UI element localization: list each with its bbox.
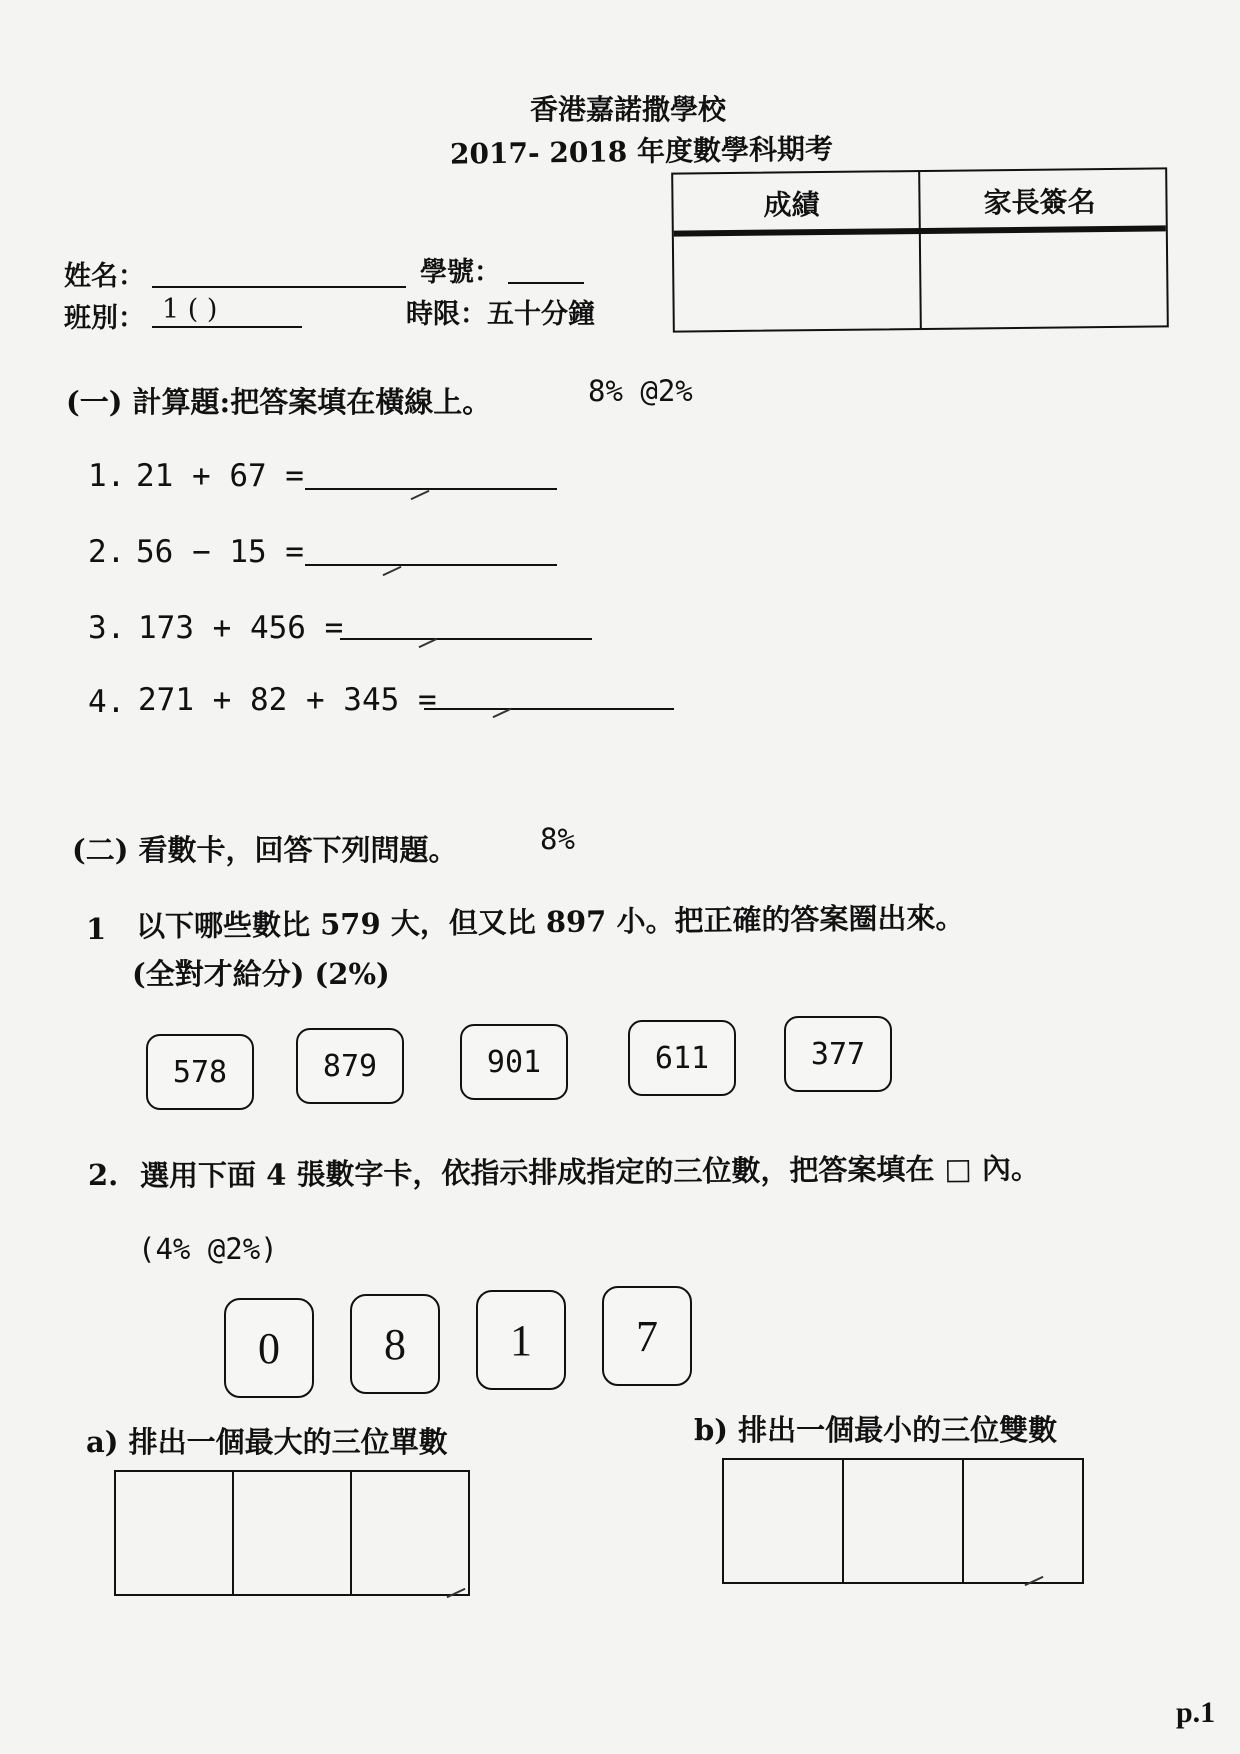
part-a-answer-boxes — [114, 1470, 470, 1596]
part-b-answer-boxes — [722, 1458, 1084, 1584]
section1-title: (一) 計算題:把答案填在橫線上。 — [66, 385, 492, 419]
check-mark — [411, 490, 430, 500]
section2-title: (二) 看數卡，回答下列問題。 — [72, 833, 458, 867]
class-line[interactable] — [152, 326, 302, 328]
q3-answer-line[interactable] — [340, 638, 592, 640]
time-limit: 時限：五十分鐘 — [406, 299, 595, 330]
s2-q1-note: (全對才給分) (2%) — [132, 957, 390, 991]
page-number: p.1 — [1176, 1696, 1216, 1729]
part-a-hundreds-box[interactable] — [116, 1472, 234, 1594]
score-header: 成績 — [763, 188, 820, 222]
q1-expression: 21 + 67 = — [136, 458, 304, 494]
parent-signature-header: 家長簽名 — [983, 185, 1096, 220]
part-a-label: a) 排出一個最大的三位單數 — [86, 1425, 448, 1459]
q4-number: 4. — [88, 684, 126, 720]
number-card-611[interactable]: 611 — [628, 1020, 736, 1096]
q3-expression: 173 + 456 = — [138, 610, 344, 646]
number-card-879[interactable]: 879 — [296, 1028, 404, 1104]
part-b-hundreds-box[interactable] — [724, 1460, 844, 1582]
section2-marks: 8% — [540, 822, 575, 856]
s2-q2-note: (4% @2%) — [138, 1232, 278, 1266]
name-label: 姓名： — [64, 261, 145, 292]
part-a-tens-box[interactable] — [234, 1472, 352, 1594]
s2-q1-text: 以下哪些數比 579 大，但又比 897 小。把正確的答案圈出來。 — [135, 900, 965, 944]
digit-card-7[interactable]: 7 — [602, 1286, 692, 1386]
q2-expression: 56 − 15 = — [136, 534, 304, 570]
school-name: 香港嘉諾撒學校 — [530, 93, 727, 126]
q3-number: 3. — [88, 610, 126, 646]
q4-answer-line[interactable] — [424, 708, 674, 710]
q4-expression: 271 + 82 + 345 = — [138, 682, 437, 718]
class-value: 1 ( ) — [162, 294, 218, 325]
s2-q2-text: 選用下面 4 張數字卡，依指示排成指定的三位數，把答案填在 □ 內。 — [139, 1151, 1041, 1193]
q1-answer-line[interactable] — [305, 488, 557, 490]
part-b-label: b) 排出一個最小的三位雙數 — [694, 1413, 1058, 1447]
student-number-label: 學號： — [420, 257, 501, 288]
part-b-ones-box[interactable] — [964, 1460, 1082, 1582]
digit-card-1[interactable]: 1 — [476, 1290, 566, 1390]
name-line[interactable] — [152, 286, 406, 288]
q2-number: 2. — [88, 534, 126, 570]
number-card-578[interactable]: 578 — [146, 1034, 254, 1110]
number-card-377[interactable]: 377 — [784, 1016, 892, 1092]
section1-marks: 8% @2% — [588, 374, 693, 408]
number-card-901[interactable]: 901 — [460, 1024, 568, 1100]
q1-number: 1. — [88, 458, 126, 494]
part-b-tens-box[interactable] — [844, 1460, 964, 1582]
digit-card-0[interactable]: 0 — [224, 1298, 314, 1398]
class-label: 班別： — [64, 303, 145, 334]
digit-card-8[interactable]: 8 — [350, 1294, 440, 1394]
s2-q1-number: 1 — [86, 912, 107, 946]
exam-title: 2017- 2018 年度數學科期考 — [449, 132, 834, 171]
check-mark — [383, 566, 402, 576]
student-number-line[interactable] — [508, 282, 584, 284]
q2-answer-line[interactable] — [305, 564, 557, 566]
s2-q2-number: 2. — [88, 1158, 119, 1192]
part-a-ones-box[interactable] — [352, 1472, 468, 1594]
score-table — [671, 167, 1169, 332]
